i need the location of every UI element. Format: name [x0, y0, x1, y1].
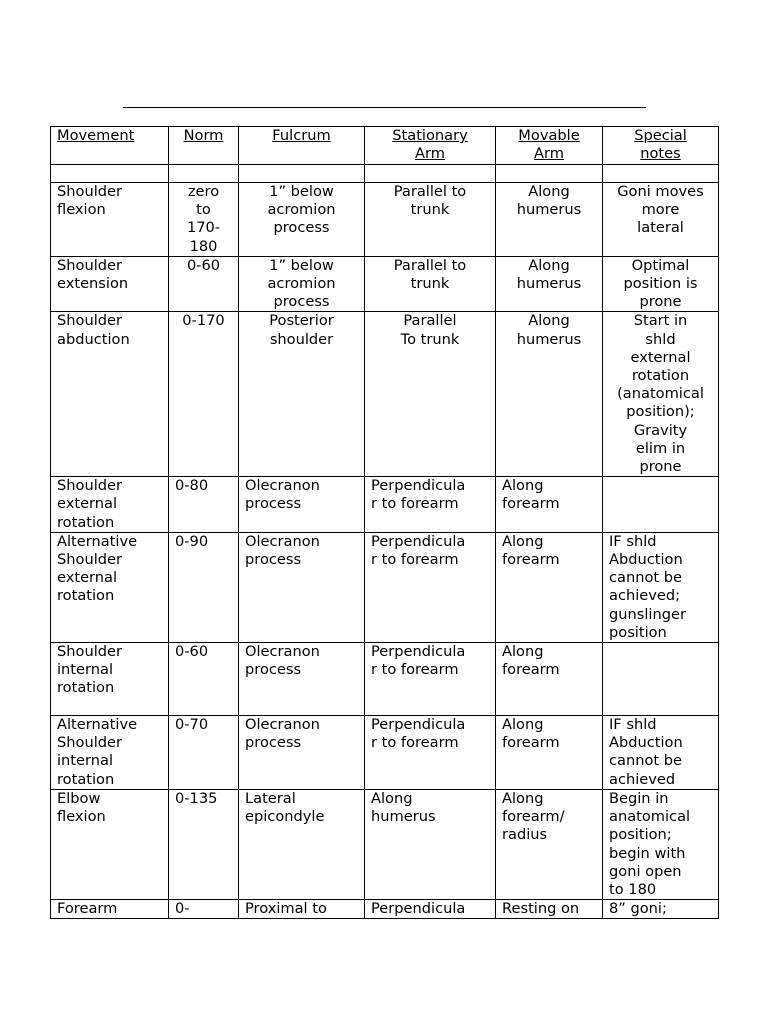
movable-arm-cell: Along humerus	[496, 312, 603, 477]
special-notes-cell: Begin in anatomical position; begin with goni open to 180	[603, 789, 719, 899]
fulcrum-cell: Olecranon process	[239, 532, 365, 642]
special-notes-cell: Optimal position is prone	[603, 256, 719, 312]
header-movable-arm: Movable Arm	[496, 127, 603, 165]
norm-cell: 0-170	[169, 312, 239, 477]
table-row	[51, 312, 719, 477]
table-cell	[603, 165, 719, 183]
table-row	[51, 256, 719, 312]
movable-arm-cell: Along forearm	[496, 532, 603, 642]
table-row	[51, 900, 719, 919]
stationary-arm-cell: Perpendicula r to forearm	[365, 716, 496, 790]
header-special-notes: Special notes	[603, 127, 719, 165]
table-row	[51, 789, 719, 899]
special-notes-cell: Goni moves more lateral	[603, 183, 719, 257]
table-row	[51, 183, 719, 257]
fulcrum-cell: Olecranon process	[239, 716, 365, 790]
norm-cell: 0-90	[169, 532, 239, 642]
table-cell	[365, 165, 496, 183]
norm-cell: 0-135	[169, 789, 239, 899]
table-row	[51, 643, 719, 716]
header-norm: Norm	[169, 127, 239, 165]
stationary-arm-cell: Parallel to trunk	[365, 256, 496, 312]
movement-cell: Shoulder internal rotation	[51, 643, 169, 716]
stationary-arm-cell: Perpendicula r to forearm	[365, 643, 496, 716]
special-notes-cell	[603, 477, 719, 533]
movement-cell: Shoulder flexion	[51, 183, 169, 257]
blank-spacer-row	[51, 165, 719, 183]
movement-cell: Shoulder extension	[51, 256, 169, 312]
table-cell	[51, 165, 169, 183]
movement-cell: Shoulder abduction	[51, 312, 169, 477]
movable-arm-cell: Along forearm	[496, 477, 603, 533]
norm-cell: 0-	[169, 900, 239, 919]
table-cell	[169, 165, 239, 183]
stationary-arm-cell: Perpendicula	[365, 900, 496, 919]
stationary-arm-cell: Parallel to trunk	[365, 183, 496, 257]
norm-cell: 0-60	[169, 643, 239, 716]
norm-cell: 0-60	[169, 256, 239, 312]
table-cell	[239, 165, 365, 183]
special-notes-cell: IF shld Abduction cannot be achieved	[603, 716, 719, 790]
norm-cell: zero to 170- 180	[169, 183, 239, 257]
fulcrum-cell: Olecranon process	[239, 477, 365, 533]
movable-arm-cell: Along forearm	[496, 643, 603, 716]
table-row	[51, 477, 719, 533]
movement-cell: Alternative Shoulder external rotation	[51, 532, 169, 642]
header-movement: Movement	[51, 127, 169, 165]
stationary-arm-cell: Perpendicula r to forearm	[365, 532, 496, 642]
special-notes-cell: Start in shld external rotation (anatomical position); Gravity elim in prone	[603, 312, 719, 477]
movable-arm-cell: Along humerus	[496, 256, 603, 312]
table-header-row	[51, 127, 719, 165]
special-notes-cell: 8” goni;	[603, 900, 719, 919]
movable-arm-cell: Resting on	[496, 900, 603, 919]
fulcrum-cell: 1” below acromion process	[239, 256, 365, 312]
movable-arm-cell: Along humerus	[496, 183, 603, 257]
movement-cell: Forearm	[51, 900, 169, 919]
table-row	[51, 716, 719, 790]
table-cell	[496, 165, 603, 183]
stationary-arm-cell: Parallel To trunk	[365, 312, 496, 477]
rom-measurement-table	[50, 126, 719, 919]
header-stationary-arm: Stationary Arm	[365, 127, 496, 165]
stationary-arm-cell: Along humerus	[365, 789, 496, 899]
top-horizontal-rule	[123, 107, 646, 108]
norm-cell: 0-80	[169, 477, 239, 533]
movement-cell: Alternative Shoulder internal rotation	[51, 716, 169, 790]
norm-cell: 0-70	[169, 716, 239, 790]
fulcrum-cell: Proximal to	[239, 900, 365, 919]
special-notes-cell	[603, 643, 719, 716]
stationary-arm-cell: Perpendicula r to forearm	[365, 477, 496, 533]
special-notes-cell: IF shld Abduction cannot be achieved; gunslinger position	[603, 532, 719, 642]
fulcrum-cell: 1” below acromion process	[239, 183, 365, 257]
table-row	[51, 532, 719, 642]
fulcrum-cell: Posterior shoulder	[239, 312, 365, 477]
movement-cell: Elbow flexion	[51, 789, 169, 899]
header-fulcrum: Fulcrum	[239, 127, 365, 165]
movable-arm-cell: Along forearm	[496, 716, 603, 790]
movable-arm-cell: Along forearm/ radius	[496, 789, 603, 899]
fulcrum-cell: Olecranon process	[239, 643, 365, 716]
movement-cell: Shoulder external rotation	[51, 477, 169, 533]
fulcrum-cell: Lateral epicondyle	[239, 789, 365, 899]
